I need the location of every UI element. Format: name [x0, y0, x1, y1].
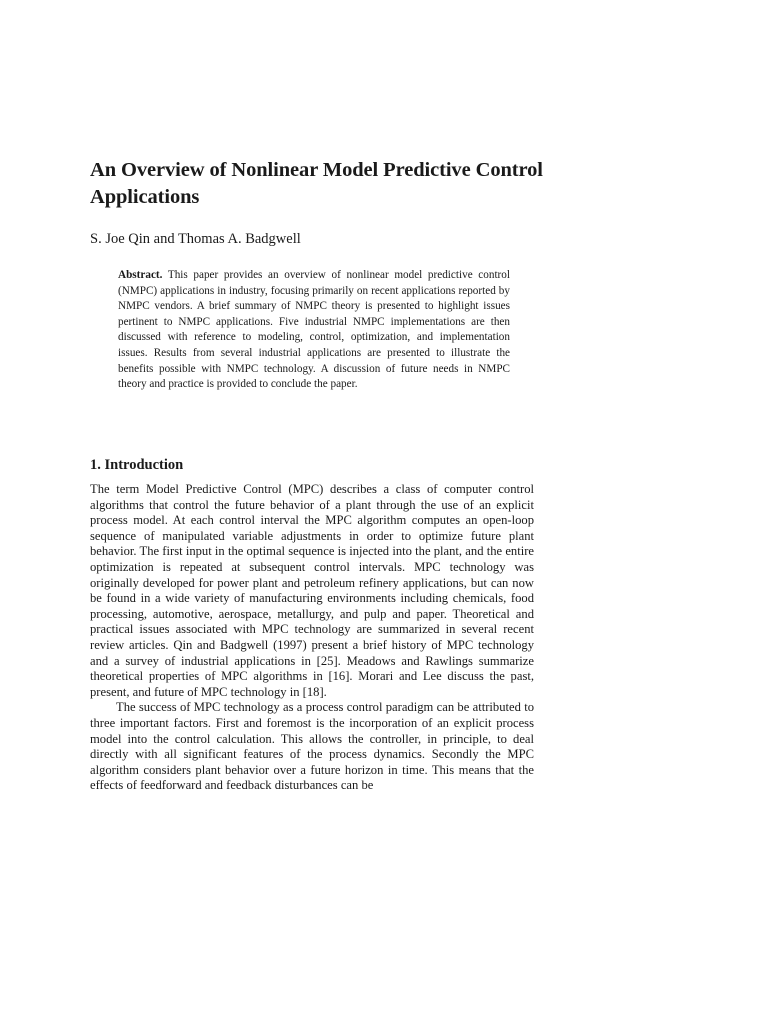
paper-authors: S. Joe Qin and Thomas A. Badgwell	[90, 231, 301, 247]
section-heading-introduction: 1. Introduction	[90, 457, 184, 473]
abstract-label: Abstract.	[118, 269, 163, 281]
paragraph: The term Model Predictive Control (MPC) describes a class of computer control algorithms that control the future behavior of a plant through the use of an explicit process model. At each control interval the MPC algorithm computes an open-loop sequence of manipulated variable adjustments in order to optimize future plant behavior. The first input in the optimal sequence is injected into the plant, and the entire optimization is repeated at subsequent control intervals. MPC technology was originally developed for power plant and petroleum refinery applications, but can now be found in a wide variety of manufacturing environments including chemicals, food processing, automotive, aerospace, metallurgy, and pulp and paper. Theoretical and practical issues associated with MPC technology are summarized in several recent review articles. Qin and Badgwell (1997) present a brief history of MPC technology and a survey of industrial applications in [25]. Meadows and Rawlings summarize theoretical properties of MPC algorithms in [16]. Morari and Lee discuss the past, present, and future of MPC technology in [18].	[90, 482, 534, 699]
paragraph: The success of MPC technology as a process control paradigm can be attributed to three important factors. First and foremost is the incorporation of an explicit process model into the control calculation. This allows the controller, in principle, to deal directly with all significant features of the process dynamics. Secondly the MPC algorithm considers plant behavior over a future horizon in time. This means that the effects of feedforward and feedback disturbances can be	[90, 700, 534, 793]
introduction-body	[90, 482, 534, 794]
paper-title: An Overview of Nonlinear Model Predictive Control Applications	[90, 159, 543, 208]
abstract-text: This paper provides an overview of nonlinear model predictive control (NMPC) applications in industry, focusing primarily on recent applications reported by NMPC vendors. A brief summary of NMPC theory is presented to highlight issues pertinent to NMPC applications. Five industrial NMPC implementations are then discussed with reference to modeling, control, optimization, and implementation issues. Results from several industrial applications are presented to illustrate the benefits possible with NMPC technology. A discussion of future needs in NMPC theory and practice is provided to conclude the paper.	[118, 269, 510, 391]
abstract-block	[118, 268, 510, 393]
